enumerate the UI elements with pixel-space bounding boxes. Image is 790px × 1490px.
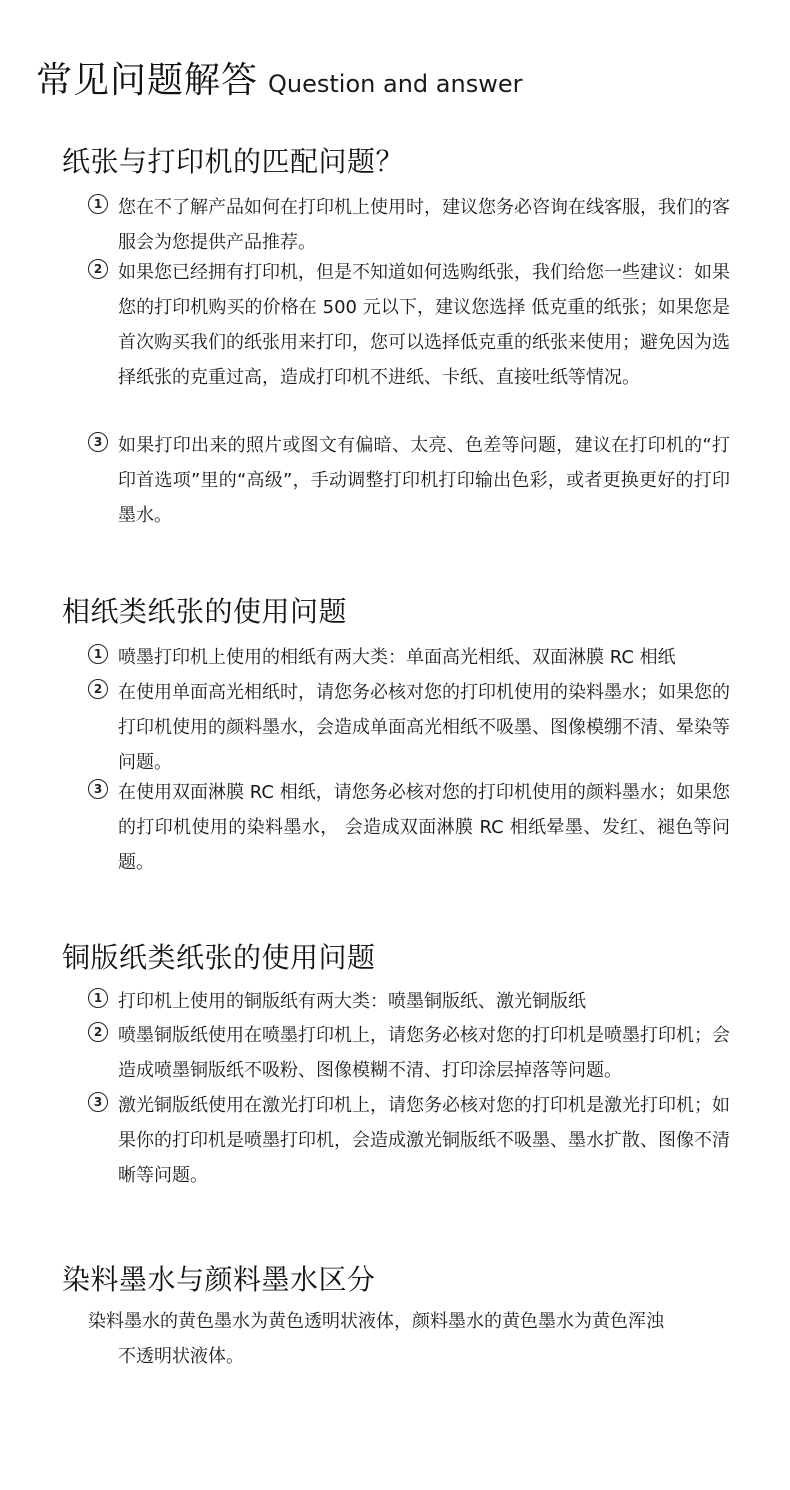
section-heading: 相纸类纸张的使用问题	[62, 595, 348, 628]
section-heading: 染料墨水与颜料墨水区分	[62, 1263, 376, 1296]
section-heading: 铜版纸类纸张的使用问题	[62, 941, 376, 974]
list-item-text: 打印机上使用的铜版纸有两大类：喷墨铜版纸、激光铜版纸	[118, 991, 586, 1012]
circled-number-1-icon: 1	[88, 644, 108, 664]
section-heading: 纸张与打印机的匹配问题？	[62, 145, 405, 178]
circled-number-2-icon: 2	[88, 679, 108, 699]
ink-difference-paragraph	[88, 1304, 728, 1374]
paragraph-line: 染料墨水的黄色墨水为黄色透明状液体，颜料墨水的黄色墨水为黄色浑浊	[88, 1311, 664, 1332]
circled-number-3-icon: 3	[88, 1092, 108, 1112]
list-item-text: 喷墨铜版纸使用在喷墨打印机上，请您务必核对您的打印机是喷墨打印机；会造成喷墨铜版纸不吸粉、图像模糊不清、打印涂层掉落等问题。	[118, 1025, 730, 1081]
page-subtitle-english: Question and answer	[268, 70, 523, 98]
circled-number-3-icon: 3	[88, 779, 108, 799]
paragraph-line: 不透明状液体。	[118, 1346, 244, 1367]
circled-number-3-icon: 3	[88, 432, 108, 452]
list-item-text: 如果打印出来的照片或图文有偏暗、太亮、色差等问题，建议在打印机的“打印首选项”里的“高级”，手动调整打印机打印输出色彩，或者更换更好的打印墨水。	[118, 435, 730, 526]
page-title: 常见问题解答	[36, 60, 259, 101]
list-item-text: 在使用单面高光相纸时，请您务必核对您的打印机使用的染料墨水；如果您的打印机使用的颜料墨水，会造成单面高光相纸不吸墨、图像模绷不清、晕染等问题。	[118, 682, 730, 773]
list-item-text: 激光铜版纸使用在激光打印机上，请您务必核对您的打印机是激光打印机；如果你的打印机是喷墨打印机，会造成激光铜版纸不吸墨、墨水扩散、图像不清晰等问题。	[118, 1095, 730, 1186]
circled-number-2-icon: 2	[88, 259, 108, 279]
list-item-text: 如果您已经拥有打印机，但是不知道如何选购纸张，我们给您一些建议：如果您的打印机购买的价格在 500 元以下，建议您选择 低克重的纸张；如果您是首次购买我们的纸张用来打印，您可以选择低克重的纸张来使用；避免因为选择纸张的克重过高，造成打印机不进纸、卡纸、直接吐纸等情况。	[118, 262, 730, 388]
circled-number-1-icon: 1	[88, 194, 108, 214]
list-item-text: 喷墨打印机上使用的相纸有两大类：单面高光相纸、双面淋膜 RC 相纸	[118, 647, 676, 668]
list-item-text: 您在不了解产品如何在打印机上使用时，建议您务必咨询在线客服，我们的客服会为您提供产品推荐。	[118, 197, 730, 253]
list-item-text: 在使用双面淋膜 RC 相纸，请您务必核对您的打印机使用的颜料墨水；如果您的打印机使用的染料墨水， 会造成双面淋膜 RC 相纸晕墨、发红、褪色等问题。	[118, 782, 730, 873]
circled-number-2-icon: 2	[88, 1022, 108, 1042]
page-header	[36, 52, 522, 103]
circled-number-1-icon: 1	[88, 988, 108, 1008]
